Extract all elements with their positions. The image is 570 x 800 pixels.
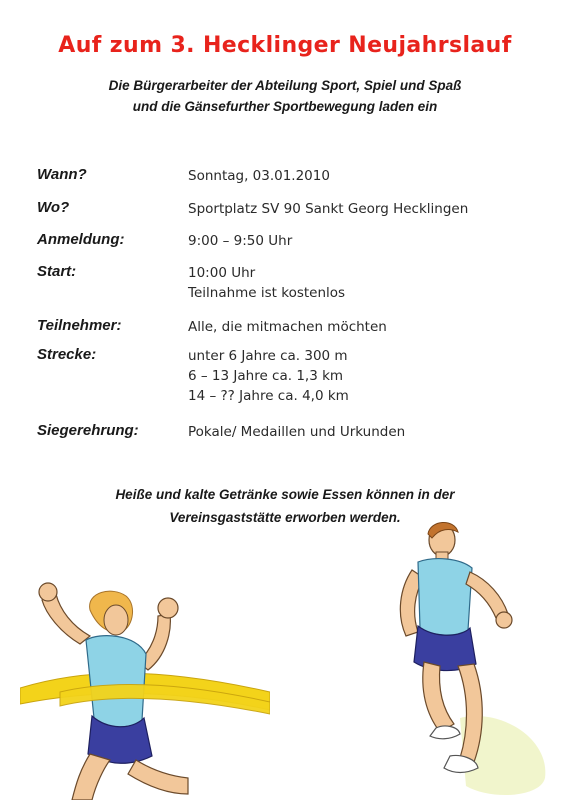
male-runner-illustration — [370, 518, 560, 798]
detail-label: Strecke: — [37, 346, 97, 363]
detail-label: Anmeldung: — [37, 231, 125, 248]
detail-value — [188, 263, 345, 303]
detail-value-line: 6 – 13 Jahre ca. 1,3 km — [188, 368, 344, 384]
detail-value-line: Teilnahme ist kostenlos — [188, 285, 346, 301]
detail-value-line: Alle, die mitmachen möchten — [188, 319, 387, 335]
detail-value — [188, 166, 330, 186]
subtitle-line-2: und die Gänsefurther Sportbewegung laden ein — [132, 99, 438, 114]
detail-label: Wann? — [37, 166, 87, 183]
subtitle-line-1: Die Bürgerarbeiter der Abteilung Sport, Spiel und Spaß — [108, 78, 462, 93]
detail-label: Wo? — [37, 199, 70, 216]
detail-value — [188, 422, 405, 442]
detail-value-line: Sportplatz SV 90 Sankt Georg Hecklingen — [188, 201, 469, 217]
page-title: Auf zum 3. Hecklinger Neujahrslauf — [58, 33, 512, 58]
detail-value-line: Sonntag, 03.01.2010 — [188, 168, 330, 184]
detail-value — [188, 199, 468, 219]
detail-value — [188, 231, 292, 251]
detail-value-line: unter 6 Jahre ca. 300 m — [188, 348, 348, 364]
detail-value-line: 9:00 – 9:50 Uhr — [188, 233, 293, 249]
detail-value-line: 14 – ?? Jahre ca. 4,0 km — [188, 388, 349, 404]
detail-value — [188, 317, 387, 337]
detail-label: Start: — [37, 263, 77, 280]
detail-value-line: 10:00 Uhr — [188, 265, 256, 281]
detail-label: Teilnehmer: — [37, 317, 122, 334]
detail-value — [188, 346, 349, 406]
note-line-1: Heiße und kalte Getränke sowie Essen können in der — [115, 487, 455, 502]
note-line-2: Vereinsgaststätte erworben werden. — [169, 510, 401, 525]
female-runner-illustration — [20, 570, 270, 800]
detail-label: Siegerehrung: — [37, 422, 139, 439]
detail-value-line: Pokale/ Medaillen und Urkunden — [188, 424, 406, 440]
